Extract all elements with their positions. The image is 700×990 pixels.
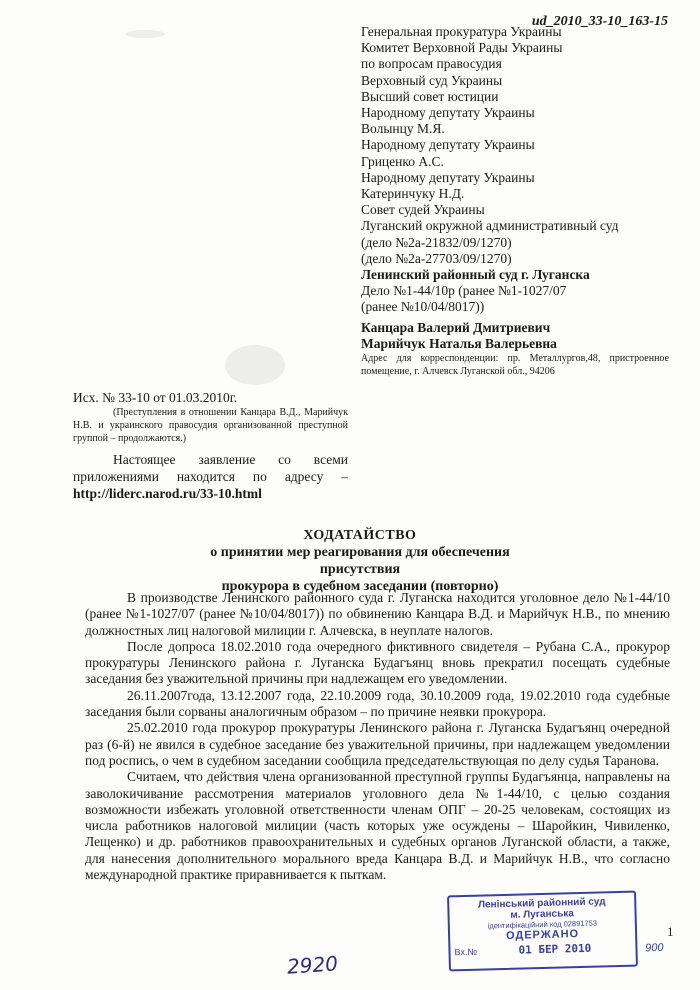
document-title: ХОДАТАЙСТВО	[303, 528, 417, 543]
applicant-name: Марийчук Наталья Валерьевна	[361, 336, 557, 351]
addressee-line: по вопросам правосудия	[361, 56, 502, 72]
handwritten-number: 2920	[286, 951, 339, 979]
addressee-line: Ленинский районный суд г. Луганска	[361, 267, 590, 283]
addressee-line: (дело №2а-21832/09/1270)	[361, 234, 512, 250]
addressee-line: Гриценко А.С.	[361, 153, 444, 169]
scan-smudge	[225, 345, 285, 385]
addressee-line: Луганский окружной административный суд	[361, 218, 619, 234]
stamp-city: м. Луганська	[510, 908, 574, 921]
stamp-code: ідентифікаційний код 02891753	[487, 918, 598, 931]
outgoing-number: Исх. № 33-10 от 01.03.2010г.	[73, 390, 238, 405]
body-paragraph: В производстве Ленинского районного суда г. Луганска находится уголовное дело №1-44/10 (ранее №1-1027/07 (ранее №10/04/8017)) по обвинению Канцара В.Д. и Марийчук Н.В., по мнению должностных лиц налоговой милиции г. Алчевска, в неуплате налогов.	[85, 590, 670, 638]
stamp-received: ОДЕРЖАНО	[505, 928, 580, 942]
outgoing-block	[73, 390, 348, 502]
document-subtitle-line: прокурора в судебном заседании (повторно)	[221, 579, 499, 594]
document-id: ud_2010_33-10_163-15	[531, 14, 668, 29]
addressee-line: Комитет Верховной Рады Украины	[361, 40, 563, 56]
document-heading	[200, 527, 520, 595]
addressee-line: Народному депутату Украины	[361, 105, 535, 121]
stamp-reg-number: 900	[644, 941, 664, 955]
body-paragraph: После допроса 18.02.2010 года очередного фиктивного свидетеля – Рубана С.А., прокурор прокуратуры Ленинского района г. Луганска Будагъянц вновь прекратил посещать судебные заседания без уважительной причины при надлежащем его уведомлении.	[85, 638, 670, 687]
addressee-line: Дело №1-44/10р (ранее №1-1027/07	[361, 283, 567, 299]
addressee-line: Верховный суд Украины	[361, 72, 503, 88]
addressee-line: Волынцу М.Я.	[361, 121, 445, 137]
outgoing-note: (Преступления в отношении Канцара В.Д., Марийчук Н.В. и украинского правосудия организованной преступной группой – продолжаются.)	[73, 407, 348, 444]
addressee-line: Катеринчуку Н.Д.	[361, 186, 465, 202]
scan-smudge	[125, 30, 165, 38]
stamp-row	[450, 941, 664, 962]
body-paragraph: 26.11.2007года, 13.12.2007 года, 22.10.2009 года, 30.10.2009 года, 19.02.2010 года судебные заседания были сорваны аналогичным образом – по причине неявки прокурора.	[85, 687, 670, 720]
document-body	[85, 590, 670, 883]
addressee-block	[361, 24, 691, 316]
applicant-name: Канцара Валерий Дмитриевич	[361, 320, 551, 335]
applicants-block	[361, 320, 671, 352]
body-paragraph: Считаем, что действия члена организованной преступной группы Будагъянца, направлены на заволокичивание рассмотрения материалов уголовного дела №1-44/10, с целью создания возможности избежать уголовной ответственности членам ОПГ – 20-25 человекам, состоящих из числа работников налоговой милиции (часть которых уже осуждены – Шаройкин, Чивиленко, Лещенко) и др. работников правоохранительных и судебных органов Луганской области, а также, для нанесения дополнительного морального вреда Канцара В.Д. и Марийчук Н.В., что согласно международной практике приравнивается к пыткам.	[85, 769, 670, 883]
page-number: 1	[667, 924, 674, 939]
stamp-incoming-label: Вх.№	[454, 946, 478, 958]
stamp-court-name: Ленінський районний суд	[477, 896, 606, 911]
addressee-line: (дело №2а-27703/09/1270)	[361, 250, 512, 266]
addressee-line: Высший совет юстиции	[361, 88, 499, 104]
addressee-line: Народному депутату Украины	[361, 137, 535, 153]
addressee-line: (ранее №10/04/8017))	[361, 299, 485, 315]
attachments-text: Настоящее заявление со всеми приложениями находится по адресу –	[73, 452, 348, 484]
body-paragraph: 25.02.2010 года прокурор прокуратуры Ленинского района г. Луганска Будагъянц очередной раз (6-й) не явился в судебное заседание без уважительной причины, при надлежащем уведомлении под роспись, о чем в судебном заседании сообщила председательствующая по делу судья Таранова.	[85, 720, 670, 768]
addressee-line: Совет судей Украины	[361, 202, 485, 218]
stamp-date: 01 БЕР 2010	[518, 941, 592, 957]
court-received-stamp	[447, 891, 664, 972]
attachments-note	[73, 451, 348, 502]
correspondence-address: Адрес для корреспонденции: пр. Металлургов,48, пристроенное помещение, г. Алчевск Луганской обл., 94206	[361, 353, 669, 377]
addressee-line: Генеральная прокуратура Украины	[361, 24, 562, 39]
attachments-link[interactable]: http://liderc.narod.ru/33-10.html	[73, 486, 262, 501]
document-subtitle-line: о принятии мер реагирования для обеспечения присутствия	[210, 545, 510, 577]
addressee-line: Народному депутату Украины	[361, 169, 535, 185]
